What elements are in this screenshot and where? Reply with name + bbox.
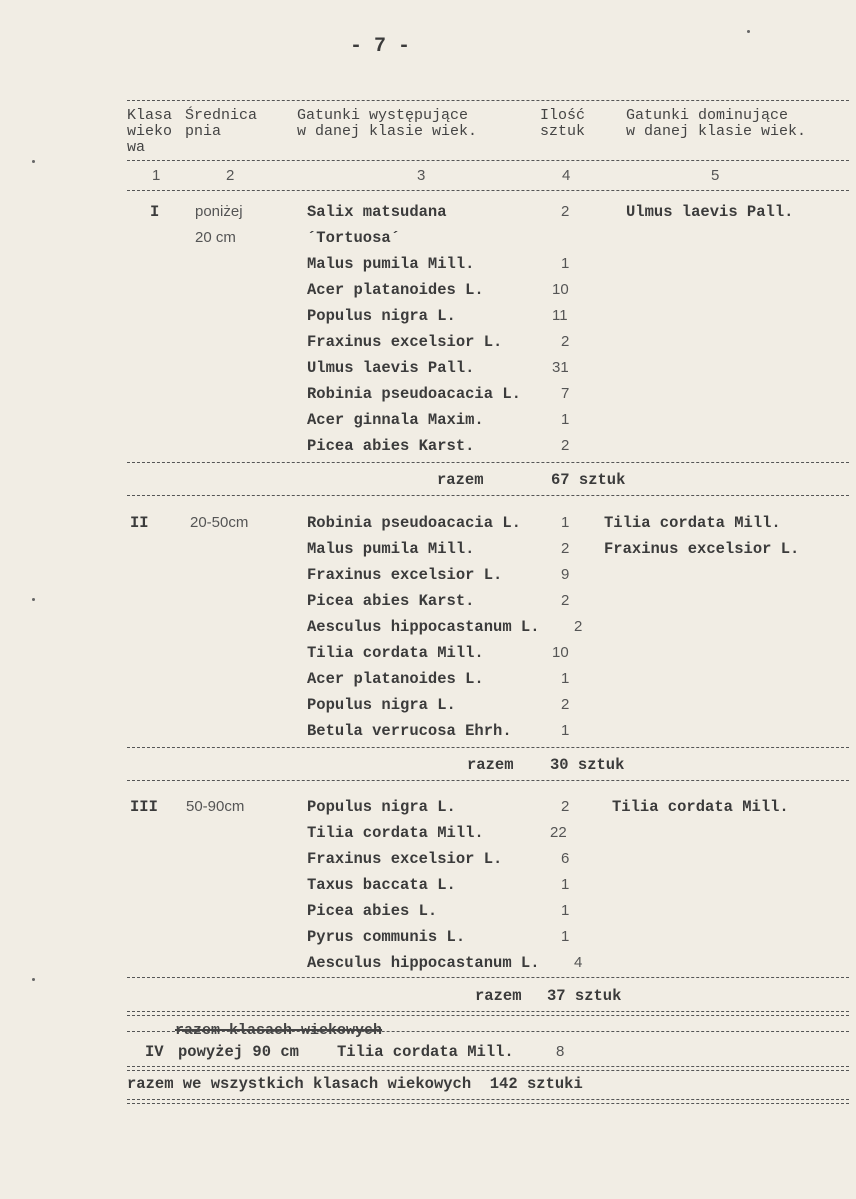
count: 9	[561, 566, 570, 583]
count: 2	[561, 540, 570, 557]
class-2-rule	[127, 747, 849, 748]
double-rule	[127, 1011, 849, 1016]
count: 1	[561, 902, 570, 919]
col-number: 1	[152, 167, 161, 184]
species-name: Picea abies L.	[307, 902, 438, 920]
col-number: 5	[711, 167, 720, 184]
subtotal-value: 67 sztuk	[551, 471, 626, 489]
count: 1	[561, 514, 570, 531]
diameter: powyżej 90 cm	[178, 1043, 299, 1061]
species-name: Acer ginnala Maxim.	[307, 411, 484, 429]
header-sztuk: sztuk	[540, 123, 586, 140]
class-label: III	[130, 798, 158, 816]
count: 8	[556, 1043, 565, 1060]
species-name: Fraxinus excelsior L.	[307, 850, 503, 868]
dominant-species: Tilia cordata Mill.	[612, 798, 789, 816]
double-rule	[127, 1099, 849, 1104]
header-dominujace-2: w danej klasie wiek.	[626, 123, 807, 140]
paper-speck	[32, 160, 35, 163]
grand-total: razem we wszystkich klasach wiekowych 142 sztuki	[127, 1075, 583, 1093]
species-name: Betula verrucosa Ehrh.	[307, 722, 512, 740]
header-rule	[127, 160, 849, 161]
count: 1	[561, 255, 570, 272]
count: 1	[561, 722, 570, 739]
subtotal-1-rule	[127, 495, 849, 496]
header-wa: wa	[127, 139, 146, 156]
header-wieko: wieko	[127, 123, 173, 140]
header-dominujace: Gatunki dominujące	[626, 107, 789, 124]
species-name: Acer platanoides L.	[307, 670, 484, 688]
species-name: Robinia pseudoacacia L.	[307, 385, 521, 403]
count: 2	[561, 798, 570, 815]
subtotal-value: 37 sztuk	[547, 987, 622, 1005]
species-name: Populus nigra L.	[307, 798, 456, 816]
class-1-rule	[127, 462, 849, 463]
top-rule	[127, 100, 849, 101]
species-name: Taxus baccata L.	[307, 876, 456, 894]
count: 22	[550, 824, 567, 841]
count: 1	[561, 411, 570, 428]
species-name: Fraxinus excelsior L.	[307, 566, 503, 584]
page-number: - 7 -	[350, 35, 411, 58]
count: 1	[561, 928, 570, 945]
species-name: Malus pumila Mill.	[307, 540, 475, 558]
count: 10	[552, 281, 569, 298]
count: 11	[552, 307, 568, 324]
count: 10	[552, 644, 569, 661]
species-name: ´Tortuosa´	[307, 229, 401, 247]
class-label: I	[150, 203, 160, 221]
count: 2	[561, 592, 570, 609]
paper-speck	[32, 978, 35, 981]
diameter: 20-50cm	[190, 514, 249, 531]
species-name: Aesculus hippocastanum L.	[307, 954, 540, 972]
header-ilosc: Ilość	[540, 107, 586, 124]
species-name: Picea abies Karst.	[307, 592, 475, 610]
struck-text: razem klasach wiekowych	[175, 1022, 383, 1039]
double-rule	[127, 1066, 849, 1071]
header-gatunki-2: w danej klasie wiek.	[297, 123, 478, 140]
species-name: Pyrus communis L.	[307, 928, 466, 946]
count: 1	[561, 876, 570, 893]
count: 6	[561, 850, 570, 867]
species-name: Tilia cordata Mill.	[307, 644, 484, 662]
count: 1	[561, 670, 570, 687]
species-name: Fraxinus excelsior L.	[307, 333, 503, 351]
paper-speck	[747, 30, 750, 33]
species-name: Acer platanoides L.	[307, 281, 484, 299]
col-number: 2	[226, 167, 235, 184]
diameter: 50-90cm	[186, 798, 245, 815]
class-label: IV	[145, 1043, 164, 1061]
class-label: II	[130, 514, 149, 532]
paper-speck	[32, 598, 35, 601]
species-name: Aesculus hippocastanum L.	[307, 618, 540, 636]
col-number: 4	[562, 167, 571, 184]
count: 2	[561, 333, 570, 350]
count: 2	[574, 618, 583, 635]
column-numbers-rule	[127, 190, 849, 191]
count: 2	[561, 203, 570, 220]
count: 31	[552, 359, 569, 376]
col-number: 3	[417, 167, 426, 184]
subtotal-label: razem	[475, 987, 522, 1005]
species-name: Robinia pseudoacacia L.	[307, 514, 521, 532]
subtotal-value: 30 sztuk	[550, 756, 625, 774]
count: 2	[561, 696, 570, 713]
header-klasa: Klasa	[127, 107, 173, 124]
diameter: 20 cm	[195, 229, 236, 246]
count: 2	[561, 437, 570, 454]
subtotal-label: razem	[437, 471, 484, 489]
dominant-species: Ulmus laevis Pall.	[626, 203, 794, 221]
species-name: Populus nigra L.	[307, 696, 456, 714]
count: 4	[574, 954, 583, 971]
species-name: Picea abies Karst.	[307, 437, 475, 455]
diameter: poniżej	[195, 203, 243, 220]
species-name: Tilia cordata Mill.	[337, 1043, 514, 1061]
dominant-species: Fraxinus excelsior L.	[604, 540, 800, 558]
header-pnia: pnia	[185, 123, 222, 140]
subtotal-label: razem	[467, 756, 514, 774]
species-name: Ulmus laevis Pall.	[307, 359, 475, 377]
dominant-species: Tilia cordata Mill.	[604, 514, 781, 532]
species-name: Tilia cordata Mill.	[307, 824, 484, 842]
species-name: Populus nigra L.	[307, 307, 456, 325]
header-gatunki: Gatunki występujące	[297, 107, 469, 124]
header-srednica: Średnica	[185, 107, 258, 124]
species-name: Malus pumila Mill.	[307, 255, 475, 273]
class-3-rule	[127, 977, 849, 978]
subtotal-2-rule	[127, 780, 849, 781]
count: 7	[561, 385, 570, 402]
species-name: Salix matsudana	[307, 203, 447, 221]
